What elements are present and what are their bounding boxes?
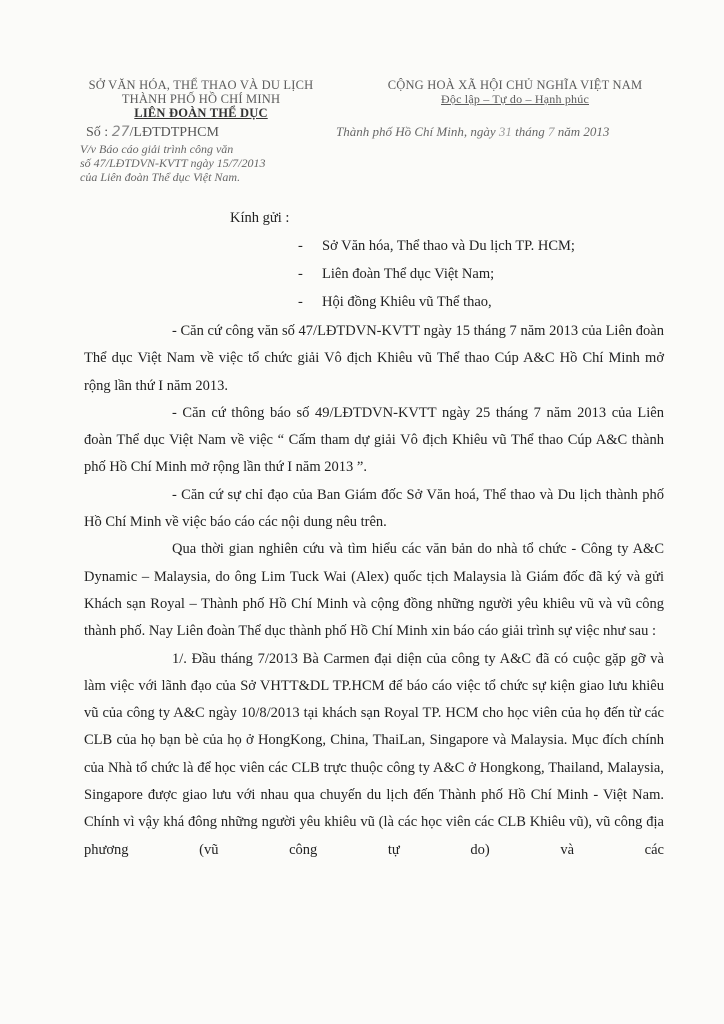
recipient-item: - Sở Văn hóa, Thể thao và Du lịch TP. HCM; (298, 238, 575, 254)
body-paragraph: 1/. Đầu tháng 7/2013 Bà Carmen đại diện của công ty A&C đã có cuộc gặp gỡ và làm việc với lãnh đạo của Sở VHTT&DL TP.HCM để báo cáo việc tổ chức sự kiện giao lưu khiêu vũ của công ty A&C ngày 10/8/2013 tại khách sạn Royal TP. HCM cho học viên của họ đến từ các CLB của họ bạn bè của họ ở HongKong, China, ThaiLan, Singapore và Malaysia. Mục đích chính của Nhà tổ chức là để học viên các CLB trực thuộc công ty A&C ở Hongkong, Thailand, Malaysia, Singapore được giao lưu với nhau qua chuyến du lịch đến Thành phố Hồ Chí Minh - Việt Nam. Chính vì vậy khá đông những người yêu khiêu vũ (là các học viên các CLB Khiêu vũ), vũ công địa phương (vũ công tự do) và các (84, 650, 664, 858)
organization-name: LIÊN ĐOÀN THỂ DỤC (134, 106, 268, 120)
date-month-label: tháng (515, 124, 545, 139)
number-code: /LĐTDTPHCM (129, 125, 219, 140)
date-month: 7 (548, 124, 555, 139)
date-suffix: năm 2013 (557, 124, 610, 139)
number-label: Số : (86, 125, 109, 140)
recipient-item: - Liên đoàn Thể dục Việt Nam; (298, 266, 495, 282)
national-header (350, 78, 680, 106)
body-paragraph: - Căn cứ công văn số 47/LĐTDVN-KVTT ngày 15 tháng 7 năm 2013 của Liên đoàn Thể dục Việt Nam về việc tổ chức giải Vô địch Khiêu vũ Thể thao Cúp A&C Hồ Chí Minh mở rộng lần thứ I năm 2013. (84, 323, 664, 394)
recipient-item: - Hội đồng Khiêu vũ Thể thao, (298, 294, 492, 310)
nation-title: CỘNG HOÀ XÃ HỘI CHỦ NGHĨA VIỆT NAM (387, 78, 643, 92)
body-paragraph: - Căn cứ sự chỉ đạo của Ban Giám đốc Sở Văn hoá, Thể thao và Du lịch thành phố Hồ Chí Minh về việc báo cáo các nội dung nêu trên. (84, 486, 664, 531)
document-number (86, 124, 219, 141)
date-prefix: Thành phố Hồ Chí Minh, ngày (336, 124, 496, 139)
body-paragraph: - Căn cứ thông báo số 49/LĐTDVN-KVTT ngày 25 tháng 7 năm 2013 của Liên đoàn Thể dục Việt Nam về việc “ Cấm tham dự giải Vô địch Khiêu vũ Thể thao Cúp A&C thành phố Hồ Chí Minh mở rộng lần thứ I năm 2013 ”. (84, 404, 664, 476)
subject-line: của Liên đoàn Thể dục Việt Nam. (80, 170, 241, 184)
recipient-list (298, 232, 575, 316)
subject-line: số 47/LĐTDVN-KVTT ngày 15/7/2013 (80, 156, 266, 170)
date-day: 31 (498, 124, 512, 139)
issuer-block (56, 78, 346, 120)
number-handwritten: 27 (111, 124, 130, 140)
city-name: THÀNH PHỐ HỒ CHÍ MINH (121, 92, 281, 106)
subject-line: V/v Báo cáo giải trình công văn (80, 142, 234, 156)
body-paragraph: Qua thời gian nghiên cứu và tìm hiểu các văn bản do nhà tổ chức - Công ty A&C Dynamic – Malaysia, do ông Lim Tuck Wai (Alex) quốc tịch Malaysia là Giám đốc đã ký và gửi Khách sạn Royal – Thành phố Hồ Chí Minh và cộng đồng những người yêu khiêu vũ và vũ công thành phố. Nay Liên đoàn Thể dục thành phố Hồ Chí Minh xin báo cáo giải trình sự việc như sau : (84, 541, 664, 640)
salutation: Kính gửi : (230, 210, 290, 226)
department-name: SỞ VĂN HÓA, THỂ THAO VÀ DU LỊCH (88, 78, 314, 92)
document-date (336, 124, 609, 140)
letter-body (84, 318, 664, 864)
national-motto: Độc lập – Tự do – Hạnh phúc (441, 92, 589, 106)
subject-block (80, 142, 320, 184)
